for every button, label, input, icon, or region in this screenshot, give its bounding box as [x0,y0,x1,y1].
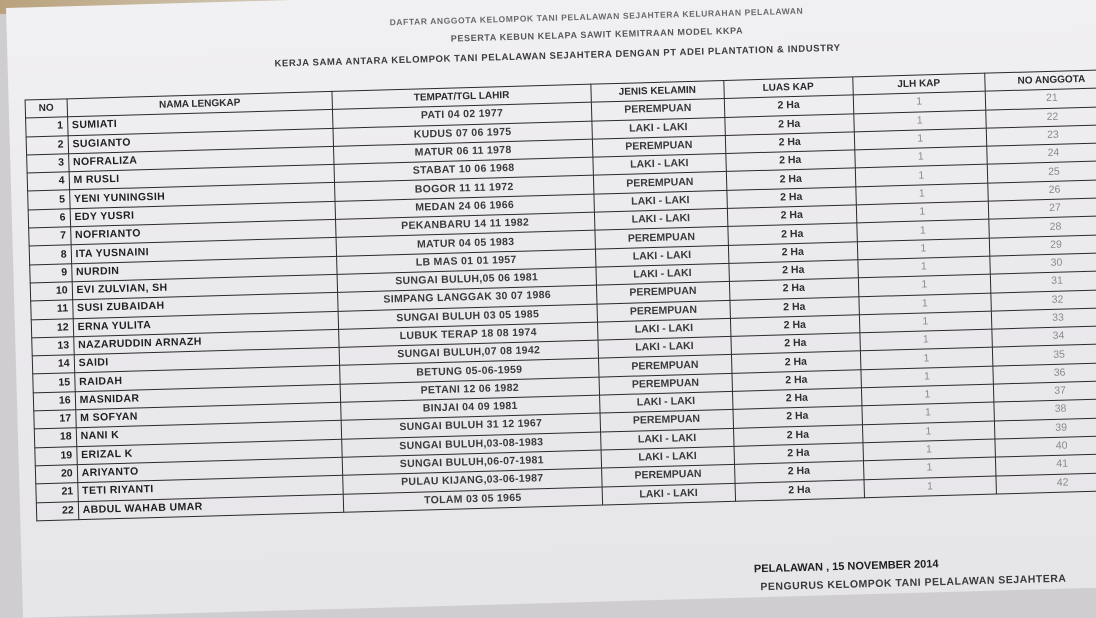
cell-luas: 2 Ha [726,168,855,190]
cell-no: 14 [32,355,74,374]
cell-ang: 29 [989,234,1096,256]
cell-ang: 23 [986,124,1096,146]
cell-no: 18 [34,428,76,447]
cell-jlh: 1 [861,384,994,406]
cell-ang: 37 [993,380,1096,402]
cell-ttl: MATUR 06 11 1978 [334,139,593,165]
cell-nama: ERNA YULITA [73,311,339,337]
cell-luas: 2 Ha [734,461,863,483]
cell-no: 10 [30,282,72,301]
cell-ttl: PATI 04 02 1977 [333,102,592,128]
cell-luas: 2 Ha [729,278,858,300]
cell-jk: LAKI - LAKI [602,483,736,505]
cell-jk: LAKI - LAKI [593,154,727,176]
cell-ang: 32 [991,289,1096,311]
cell-ang: 40 [995,435,1096,457]
cell-no: 2 [26,135,68,154]
cell-luas: 2 Ha [732,370,861,392]
cell-no: 22 [36,501,78,520]
cell-luas: 2 Ha [734,443,863,465]
cell-nama: RAIDAH [74,366,340,392]
cell-jk: LAKI - LAKI [600,428,734,450]
cell-ttl: SUNGAI BULUH 31 12 1967 [341,413,600,439]
cell-no: 7 [29,227,71,246]
cell-nama: M RUSLI [69,165,335,191]
cell-ang: 24 [987,143,1096,165]
cell-ttl: LUBUK TERAP 18 08 1974 [339,322,598,348]
cell-jk: PEREMPUAN [592,135,726,157]
cell-jk: LAKI - LAKI [597,318,731,340]
signatory-title: PENGURUS KELOMPOK TANI PELALAWAN SEJAHTERA [760,572,1067,594]
cell-jlh: 1 [863,457,996,479]
cell-jk: PEREMPUAN [597,300,731,322]
cell-nama: SAIDI [74,347,340,373]
cell-ang: 27 [988,198,1096,220]
cell-ttl: TOLAM 03 05 1965 [343,487,602,513]
cell-jk: PEREMPUAN [591,99,725,121]
cell-no: 11 [31,300,73,319]
cell-ttl: SUNGAI BULUH 03 05 1985 [338,304,597,330]
cell-jk: PEREMPUAN [593,172,727,194]
cell-nama: M SOFYAN [75,402,341,428]
cell-ang: 34 [992,326,1096,348]
cell-jlh: 1 [859,329,992,351]
cell-luas: 2 Ha [727,205,856,227]
cell-ttl: KUDUS 07 06 1975 [333,121,592,147]
cell-jlh: 1 [858,293,991,315]
cell-jlh: 1 [854,146,987,168]
cell-nama: NOFRIANTO [70,219,336,245]
cell-ttl: MEDAN 24 06 1966 [335,194,594,220]
cell-nama: YENI YUNINGSIH [69,183,335,209]
cell-jk: LAKI - LAKI [592,117,726,139]
cell-luas: 2 Ha [729,260,858,282]
cell-no: 5 [28,190,70,209]
cell-ttl: BETUNG 05-06-1959 [340,359,599,385]
cell-luas: 2 Ha [731,333,860,355]
cell-luas: 2 Ha [724,95,853,117]
cell-jlh: 1 [854,128,987,150]
cell-ttl: LB MAS 01 01 1957 [337,249,596,275]
cell-no: 8 [29,245,71,264]
column-header-jk: JENIS KELAMIN [591,80,725,102]
cell-no: 3 [27,154,69,173]
cell-jk: LAKI - LAKI [601,446,735,468]
cell-jlh: 1 [856,220,989,242]
cell-nama: EDY YUSRI [70,201,336,227]
cell-nama: SUGIANTO [68,128,334,154]
cell-jlh: 1 [855,165,988,187]
cell-jlh: 1 [862,439,995,461]
cell-no: 16 [33,391,75,410]
cell-luas: 2 Ha [728,223,857,245]
cell-jlh: 1 [860,366,993,388]
cell-ang: 38 [994,399,1096,421]
column-header-ttl: TEMPAT/TGL LAHIR [332,84,591,110]
cell-nama: SUSI ZUBAIDAH [72,293,338,319]
column-header-jlh: JLH KAP [852,73,985,95]
cell-luas: 2 Ha [731,351,860,373]
cell-nama: ABDUL WAHAB UMAR [78,494,344,520]
cell-jlh: 1 [853,110,986,132]
cell-jk: LAKI - LAKI [594,190,728,212]
cell-no: 13 [32,337,74,356]
cell-ttl: SUNGAI BULUH,03-08-1983 [342,432,601,458]
cell-luas: 2 Ha [726,150,855,172]
cell-nama: ITA YUSNAINI [71,238,337,264]
column-header-ang: NO ANGGOTA [985,69,1096,91]
cell-luas: 2 Ha [728,242,857,264]
cell-nama: NURDIN [71,256,337,282]
cell-no: 19 [35,446,77,465]
cell-no: 17 [34,410,76,429]
cell-jlh: 1 [857,238,990,260]
cell-ttl: BINJAI 04 09 1981 [341,395,600,421]
document-title-line-1: DAFTAR ANGGOTA KELOMPOK TANI PELALAWAN SEJAHTERA KELURAHAN PELALAWAN [389,5,804,28]
cell-ang: 33 [991,307,1096,329]
cell-ttl: STABAT 10 06 1968 [334,157,593,183]
cell-nama: NANI K [76,421,342,447]
cell-ang: 42 [996,472,1096,494]
cell-ang: 31 [990,271,1096,293]
cell-jk: LAKI - LAKI [598,337,732,359]
cell-jk: LAKI - LAKI [594,209,728,231]
cell-ttl: MATUR 04 05 1983 [336,231,595,257]
cell-jlh: 1 [855,183,988,205]
member-table [25,69,1096,521]
cell-jk: PEREMPUAN [601,465,735,487]
cell-jlh: 1 [860,348,993,370]
cell-jk: LAKI - LAKI [595,245,729,267]
cell-jk: PEREMPUAN [595,227,729,249]
cell-nama: ERIZAL K [76,439,342,465]
column-header-nama: NAMA LENGKAP [67,91,333,117]
cell-nama: NOFRALIZA [68,146,334,172]
cell-ttl: SUNGAI BULUH,05 06 1981 [337,267,596,293]
cell-nama: TETI RIYANTI [77,476,343,502]
cell-no: 15 [33,373,75,392]
cell-no: 4 [27,172,69,191]
cell-ang: 39 [994,417,1096,439]
cell-jlh: 1 [861,402,994,424]
cell-nama: MASNIDAR [75,384,341,410]
cell-jlh: 1 [862,421,995,443]
cell-jlh: 1 [853,91,986,113]
cell-jlh: 1 [859,311,992,333]
cell-jk: PEREMPUAN [596,282,730,304]
cell-ttl: PETANI 12 06 1982 [340,377,599,403]
cell-ttl: PULAU KIJANG,03-06-1987 [343,468,602,494]
cell-jk: PEREMPUAN [600,410,734,432]
cell-nama: EVI ZULVIAN, SH [72,274,338,300]
cell-no: 12 [31,318,73,337]
cell-jlh: 1 [864,476,997,498]
cell-no: 20 [35,465,77,484]
cell-luas: 2 Ha [735,479,864,501]
cell-nama: NAZARUDDIN ARNAZH [73,329,339,355]
cell-no: 1 [26,117,68,136]
column-header-luas: LUAS KAP [724,77,853,99]
column-header-no: NO [25,99,67,118]
cell-ang: 30 [990,252,1096,274]
cell-luas: 2 Ha [733,406,862,428]
cell-luas: 2 Ha [727,187,856,209]
cell-luas: 2 Ha [730,315,859,337]
cell-ang: 21 [985,88,1096,110]
cell-ang: 22 [986,106,1096,128]
cell-no: 21 [36,483,78,502]
cell-ang: 26 [988,179,1096,201]
cell-ttl: SUNGAI BULUH,06-07-1981 [342,450,601,476]
cell-ang: 36 [993,362,1096,384]
cell-luas: 2 Ha [725,113,854,135]
cell-luas: 2 Ha [733,424,862,446]
cell-jk: LAKI - LAKI [599,391,733,413]
cell-jk: PEREMPUAN [599,373,733,395]
cell-nama: SUMIATI [67,110,333,136]
cell-ang: 35 [992,344,1096,366]
cell-luas: 2 Ha [730,296,859,318]
cell-luas: 2 Ha [732,388,861,410]
cell-jk: LAKI - LAKI [596,263,730,285]
place-date: PELALAWAN , 15 NOVEMBER 2014 [753,558,939,576]
cell-no: 6 [28,209,70,228]
cell-ttl: SUNGAI BULUH,07 08 1942 [339,340,598,366]
cell-jlh: 1 [857,256,990,278]
cell-ttl: PEKANBARU 14 11 1982 [336,212,595,238]
document-page [6,0,1096,618]
cell-nama: ARIYANTO [77,457,343,483]
cell-ttl: SIMPANG LANGGAK 30 07 1986 [338,285,597,311]
cell-jk: PEREMPUAN [598,355,732,377]
cell-jlh: 1 [858,274,991,296]
cell-ang: 41 [995,454,1096,476]
cell-ttl: BOGOR 11 11 1972 [335,176,594,202]
document-title-line-2: PESERTA KEBUN KELAPA SAWIT KEMITRAAN MODEL KKPA [450,25,744,44]
document-title-line-3: KERJA SAMA ANTARA KELOMPOK TANI PELALAWAN SEJAHTERA DENGAN PT ADEI PLANTATION & INDUSTRY [274,42,841,70]
cell-no: 9 [30,263,72,282]
cell-ang: 28 [989,216,1096,238]
cell-ang: 25 [987,161,1096,183]
cell-luas: 2 Ha [725,132,854,154]
cell-jlh: 1 [856,201,989,223]
